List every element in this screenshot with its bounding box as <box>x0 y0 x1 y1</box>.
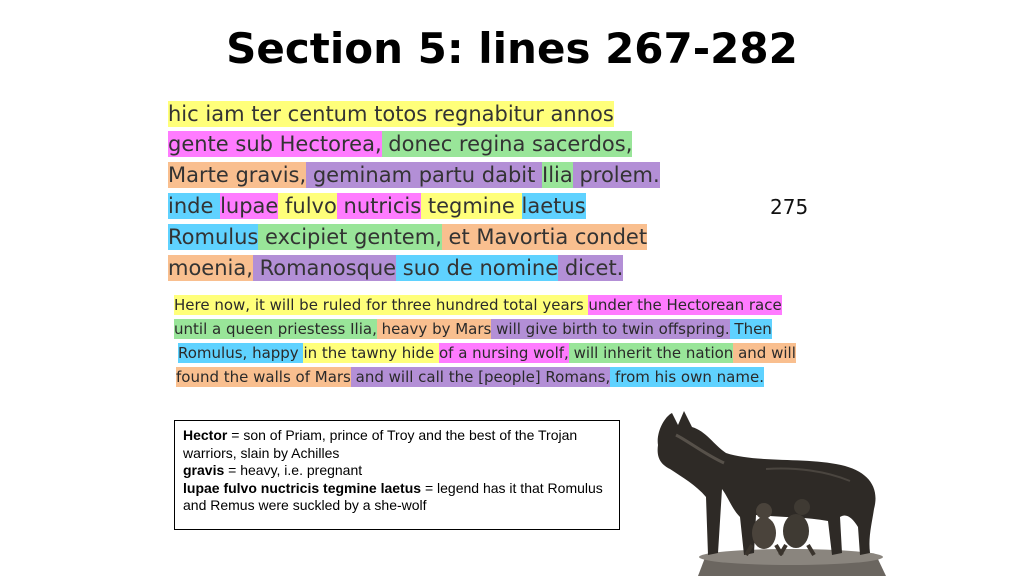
latin-line <box>168 253 623 283</box>
latin-phrase: dicet. <box>558 256 624 280</box>
latin-phrase: donec regina sacerdos, <box>381 132 633 156</box>
english-line <box>176 366 764 388</box>
english-phrase: and will call the [people] Romans, <box>350 368 611 386</box>
english-line <box>174 294 782 316</box>
latin-phrase: gente sub Hectorea, <box>168 132 382 156</box>
english-phrase: Then <box>729 320 772 338</box>
latin-phrase: suo de nomine <box>396 256 559 280</box>
latin-phrase: moenia, <box>168 256 253 280</box>
latin-phrase: inde <box>168 194 221 218</box>
english-phrase: of a nursing wolf, <box>438 344 569 362</box>
notes-box <box>174 420 620 530</box>
latin-phrase: hic iam ter centum totos regnabitur annos <box>168 102 614 126</box>
latin-line <box>168 160 660 190</box>
english-phrase: in the tawny hide <box>303 344 439 362</box>
note-gravis: gravis = heavy, i.e. pregnant <box>183 462 363 478</box>
latin-line <box>168 99 614 129</box>
latin-line <box>168 191 586 221</box>
latin-line <box>168 222 647 252</box>
english-line <box>174 318 772 340</box>
slide-title: Section 5: lines 267-282 <box>226 24 798 73</box>
latin-phrase: nutricis <box>336 194 422 218</box>
english-phrase: Here now, it will be ruled for three hundred total years <box>174 296 589 314</box>
english-phrase: until a queen priestess Ilia, <box>174 320 377 338</box>
english-phrase: found the walls of Mars <box>176 368 351 386</box>
english-phrase: heavy by Mars <box>376 320 492 338</box>
english-line <box>178 342 796 364</box>
latin-phrase: excipiet gentem, <box>258 225 442 249</box>
latin-phrase: fulvo <box>278 194 337 218</box>
latin-phrase: Romanosque <box>252 256 397 280</box>
latin-phrase: et Mavortia condet <box>441 225 648 249</box>
english-phrase: under the Hectorean race <box>588 296 782 314</box>
english-phrase: Romulus, happy <box>178 344 304 362</box>
english-phrase: from his own name. <box>610 368 764 386</box>
latin-phrase: laetus <box>521 194 586 218</box>
latin-phrase: lupae <box>220 194 279 218</box>
latin-phrase: Marte gravis, <box>168 163 307 187</box>
note-hector: Hector = son of Priam, prince of Troy and the best of the Trojan warriors, slain by Achilles <box>183 427 578 461</box>
latin-phrase: Ilia <box>542 163 573 187</box>
english-phrase: and will <box>733 344 796 362</box>
latin-phrase: prolem. <box>572 163 660 187</box>
latin-phrase: geminam partu dabit <box>306 163 543 187</box>
she-wolf-statue-image <box>636 405 892 576</box>
latin-line <box>168 129 632 159</box>
latin-phrase: tegmine <box>421 194 522 218</box>
english-phrase: will give birth to twin offspring. <box>491 320 730 338</box>
english-phrase: will inherit the nation <box>568 344 734 362</box>
line-number: 275 <box>770 195 809 219</box>
latin-phrase: Romulus <box>168 225 259 249</box>
note-lupae: lupae fulvo nuctricis tegmine laetus = legend has it that Romulus and Remus were suckled by a she-wolf <box>183 479 603 513</box>
